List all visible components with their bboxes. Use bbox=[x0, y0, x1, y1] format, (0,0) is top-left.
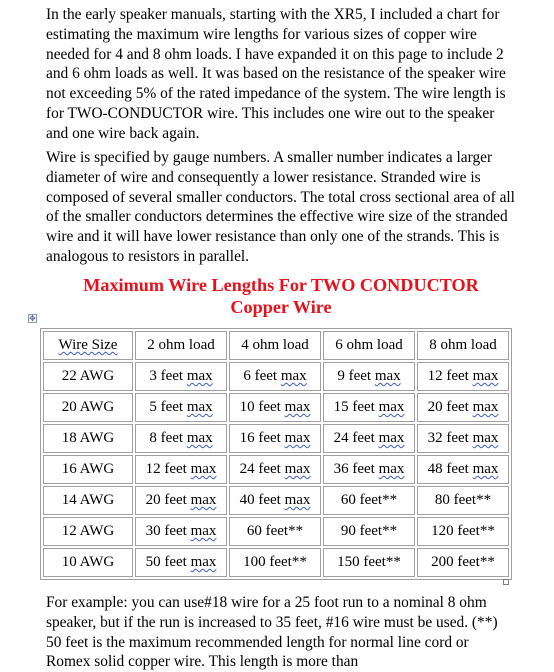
cell-text: 80 feet** bbox=[434, 492, 492, 508]
spellcheck-word: max bbox=[472, 399, 499, 415]
cell-text: 60 feet** bbox=[246, 523, 304, 539]
max-length-cell bbox=[417, 517, 509, 546]
wire-size-cell bbox=[43, 455, 133, 484]
header-cell-text: Wire Size bbox=[58, 337, 118, 353]
table-row bbox=[43, 486, 509, 515]
cell-text: 18 AWG bbox=[61, 430, 115, 446]
cell-text: 14 AWG bbox=[61, 492, 115, 508]
max-length-cell bbox=[417, 424, 509, 453]
max-length-cell bbox=[323, 548, 415, 577]
wire-size-cell bbox=[43, 362, 133, 391]
header-cell-text: 6 ohm load bbox=[335, 337, 403, 353]
cell-text: 100 feet** bbox=[243, 554, 307, 570]
header-6-ohm bbox=[323, 331, 415, 360]
cell-text: 32 feet max bbox=[427, 430, 499, 446]
max-length-cell bbox=[323, 424, 415, 453]
spellcheck-word: max bbox=[284, 461, 311, 477]
max-length-cell bbox=[323, 486, 415, 515]
example-paragraph: For example: you can use#18 wire for a 25 foot run to a nominal 8 ohm speaker, but if the run is increased to 35 feet, #16 wire must be used. (**) 50 feet is the maximum recommended length for normal line cord or Romex solid copper wire. This length is more than bbox=[46, 594, 498, 671]
cell-text: 20 feet max bbox=[427, 399, 499, 415]
max-length-cell bbox=[417, 393, 509, 422]
cell-text: 60 feet** bbox=[340, 492, 398, 508]
table-row bbox=[43, 455, 509, 484]
wire-size-cell bbox=[43, 424, 133, 453]
max-length-cell bbox=[229, 393, 321, 422]
wire-gauge-paragraph: Wire is specified by gauge numbers. A smaller number indicates a larger diameter of wire and consequently a lower resistance. Stranded wire is composed of several smaller conductors. The total cross sectional area of all of the smaller conductors determines the effective wire size of the stranded wire and it will have lower resistance than only one of the strands. This is analogous to resistors in parallel. bbox=[46, 149, 515, 265]
max-length-cell bbox=[417, 455, 509, 484]
table-row bbox=[43, 393, 509, 422]
max-length-cell bbox=[135, 424, 227, 453]
max-length-cell bbox=[135, 393, 227, 422]
cell-text: 5 feet max bbox=[149, 399, 213, 415]
max-length-cell bbox=[323, 393, 415, 422]
table-resize-handle[interactable] bbox=[503, 579, 509, 585]
cell-text: 22 AWG bbox=[61, 368, 115, 384]
cell-text: 30 feet max bbox=[145, 523, 217, 539]
cell-text: 16 AWG bbox=[61, 461, 115, 477]
table-row bbox=[43, 362, 509, 391]
table-row bbox=[43, 548, 509, 577]
spellcheck-word: max bbox=[190, 554, 217, 570]
spellcheck-word: max bbox=[280, 368, 307, 384]
cell-text: 20 AWG bbox=[61, 399, 115, 415]
cell-text: 12 feet max bbox=[427, 368, 499, 384]
max-length-cell bbox=[229, 424, 321, 453]
cell-text: 10 AWG bbox=[61, 554, 115, 570]
cell-text: 48 feet max bbox=[427, 461, 499, 477]
max-length-cell bbox=[229, 548, 321, 577]
spellcheck-word: max bbox=[284, 492, 311, 508]
spellcheck-word: max bbox=[378, 430, 405, 446]
table-move-handle-icon[interactable]: ✥ bbox=[29, 314, 36, 323]
table-title-line1: Maximum Wire Lengths For TWO CONDUCTOR bbox=[83, 275, 479, 295]
header-cell-text: 8 ohm load bbox=[429, 337, 497, 353]
spellcheck-word: max bbox=[190, 461, 217, 477]
cell-text: 40 feet max bbox=[239, 492, 311, 508]
cell-text: 200 feet** bbox=[431, 554, 495, 570]
max-length-cell bbox=[323, 455, 415, 484]
wire-size-cell bbox=[43, 548, 133, 577]
header-cell-text: 4 ohm load bbox=[241, 337, 309, 353]
cell-text: 6 feet max bbox=[243, 368, 307, 384]
header-8-ohm bbox=[417, 331, 509, 360]
max-length-cell bbox=[135, 486, 227, 515]
cell-text: 24 feet max bbox=[239, 461, 311, 477]
spellcheck-word: max bbox=[378, 399, 405, 415]
max-length-cell bbox=[135, 455, 227, 484]
cell-text: 12 AWG bbox=[61, 523, 115, 539]
cell-text: 150 feet** bbox=[337, 554, 401, 570]
max-length-cell bbox=[417, 362, 509, 391]
spellcheck-word: max bbox=[472, 430, 499, 446]
cell-text: 12 feet max bbox=[145, 461, 217, 477]
cell-text: 16 feet max bbox=[239, 430, 311, 446]
max-length-cell bbox=[417, 486, 509, 515]
max-length-cell bbox=[229, 486, 321, 515]
cell-text: 10 feet max bbox=[239, 399, 311, 415]
spellcheck-word: max bbox=[190, 492, 217, 508]
wire-length-table bbox=[40, 328, 512, 580]
table-row bbox=[43, 517, 509, 546]
wire-size-cell bbox=[43, 393, 133, 422]
header-wire-size bbox=[43, 331, 133, 360]
max-length-cell bbox=[135, 548, 227, 577]
spellcheck-word: max bbox=[472, 368, 499, 384]
cell-text: 8 feet max bbox=[149, 430, 213, 446]
header-2-ohm bbox=[135, 331, 227, 360]
wire-size-cell bbox=[43, 486, 133, 515]
cell-text: 15 feet max bbox=[333, 399, 405, 415]
spellcheck-word: max bbox=[284, 430, 311, 446]
cell-text: 90 feet** bbox=[340, 523, 398, 539]
spellcheck-word: max bbox=[472, 461, 499, 477]
table-title-line2: Copper Wire bbox=[230, 297, 332, 317]
cell-text: 20 feet max bbox=[145, 492, 217, 508]
wire-size-cell bbox=[43, 517, 133, 546]
table-title bbox=[46, 274, 516, 318]
max-length-cell bbox=[229, 362, 321, 391]
cell-text: 3 feet max bbox=[149, 368, 213, 384]
max-length-cell bbox=[229, 517, 321, 546]
cell-text: 36 feet max bbox=[333, 461, 405, 477]
max-length-cell bbox=[323, 517, 415, 546]
spellcheck-word: max bbox=[186, 399, 213, 415]
cell-text: 50 feet max bbox=[145, 554, 217, 570]
table-row bbox=[43, 424, 509, 453]
max-length-cell bbox=[135, 517, 227, 546]
header-4-ohm bbox=[229, 331, 321, 360]
cell-text: 9 feet max bbox=[337, 368, 401, 384]
spellcheck-word: max bbox=[190, 523, 217, 539]
max-length-cell bbox=[323, 362, 415, 391]
max-length-cell bbox=[417, 548, 509, 577]
spellcheck-word: max bbox=[284, 399, 311, 415]
intro-paragraph: In the early speaker manuals, starting with the XR5, I included a chart for estimating the maximum wire lengths for various sizes of copper wire needed for 4 and 8 ohm loads. I have expanded it on this page to include 2 and 6 ohm loads as well. It was based on the resistance of the speaker wire not exceeding 5% of the rated impedance of the system. The wire length is for TWO-CONDUCTOR wire. This includes one wire out to the speaker and one wire back again. bbox=[46, 6, 506, 142]
max-length-cell bbox=[135, 362, 227, 391]
spellcheck-word: max bbox=[378, 461, 405, 477]
table-header-row bbox=[43, 331, 509, 360]
spellcheck-word: max bbox=[374, 368, 401, 384]
spellcheck-word: max bbox=[186, 368, 213, 384]
header-cell-text: 2 ohm load bbox=[147, 337, 215, 353]
cell-text: 120 feet** bbox=[431, 523, 495, 539]
cell-text: 24 feet max bbox=[333, 430, 405, 446]
spellcheck-word: max bbox=[186, 430, 213, 446]
max-length-cell bbox=[229, 455, 321, 484]
